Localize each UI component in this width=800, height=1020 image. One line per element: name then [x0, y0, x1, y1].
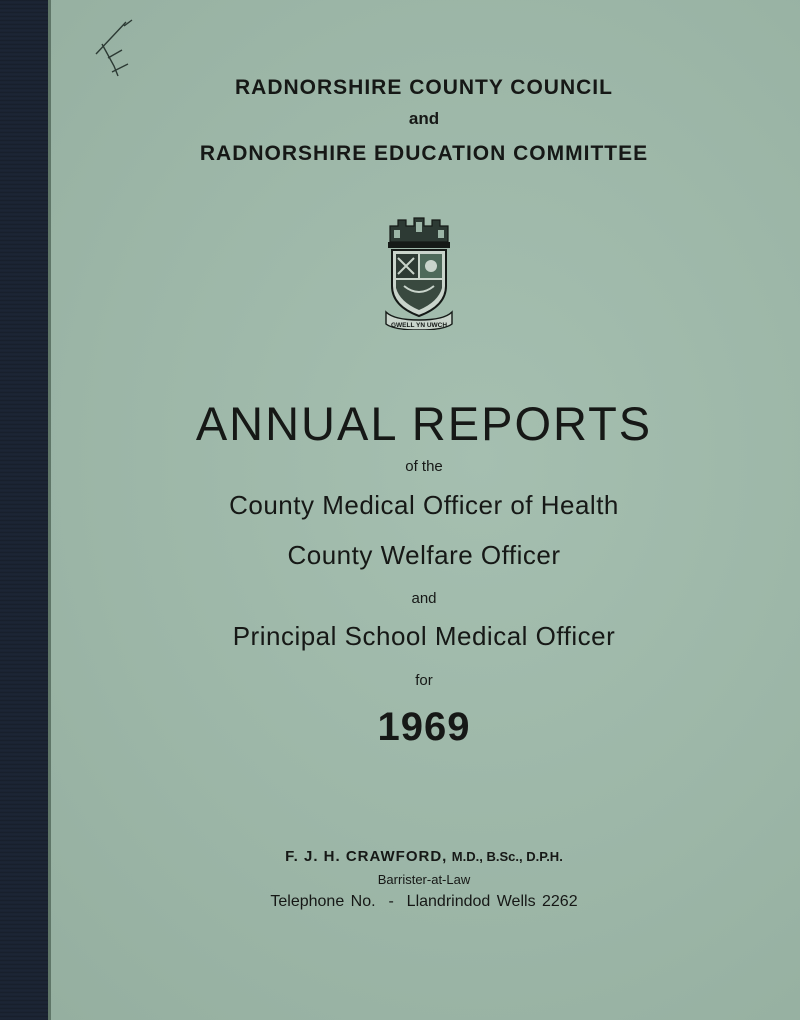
roles-and-label: and	[411, 590, 437, 607]
committee-heading: RADNORSHIRE EDUCATION COMMITTEE	[199, 142, 649, 165]
crest-motto: GWELL YN UWCH	[390, 322, 448, 329]
author-line	[48, 848, 800, 866]
telephone-line: Telephone No. - Llandrindod Wells 2262	[270, 893, 578, 910]
of-the-label: of the	[405, 458, 443, 475]
role-medical-officer: County Medical Officer of Health	[229, 490, 619, 520]
county-crest-icon	[384, 216, 454, 330]
council-heading: RADNORSHIRE COUNTY COUNCIL	[235, 76, 613, 99]
author-qualifications: M.D., B.Sc., D.P.H.	[451, 849, 563, 864]
author-subtitle: Barrister-at-Law	[377, 872, 471, 887]
author-name: F. J. H. CRAWFORD,	[285, 848, 448, 865]
binding-spine	[0, 0, 48, 1020]
for-label: for	[415, 672, 433, 689]
handwritten-mark-icon	[88, 14, 158, 84]
heading-and: and	[408, 109, 440, 128]
report-year: 1969	[377, 705, 471, 749]
report-title: ANNUAL REPORTS	[195, 397, 653, 450]
role-school-medical-officer: Principal School Medical Officer	[232, 621, 616, 651]
role-welfare-officer: County Welfare Officer	[287, 540, 561, 570]
